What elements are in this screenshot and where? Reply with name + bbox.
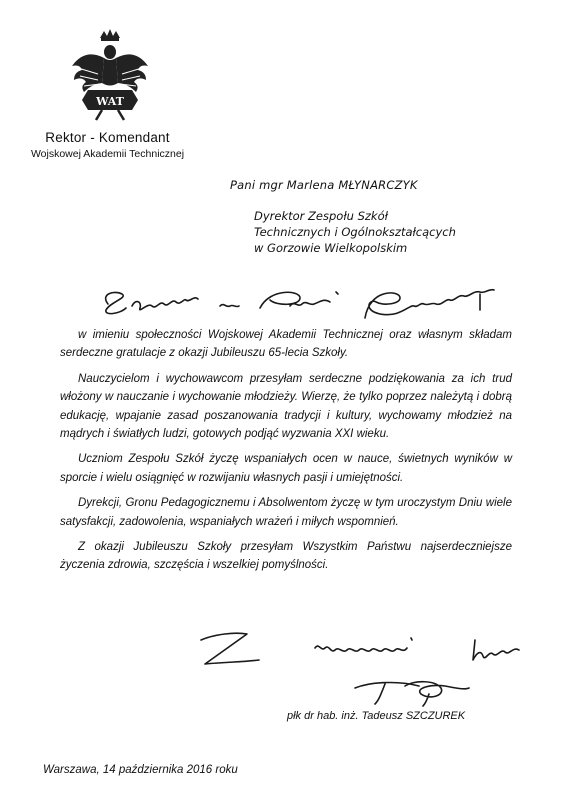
body-paragraph: Nauczycielom i wychowawcom przesyłam serdeczne podziękowania za ich trud włożony w nauczanie i wychowanie młodzieży. Wierzę, że tylko poprzez należytą i dobrą edukację, wpajanie zasad poszanowania tradycji i kultury, wychowamy młodzież na mądrych i światłych ludzi, gotowych podjąć wyzwania XXI wieku. (60, 372, 512, 441)
address-line: Technicznych i Ogólnokształcących (254, 225, 456, 239)
body-paragraph: w imieniu społeczności Wojskowej Akademii Technicznej oraz własnym składam serdeczne gratulacje z okazji Jubileuszu 65-lecia Szkoły. (60, 329, 512, 360)
signature (345, 676, 475, 708)
recipient-address (254, 208, 456, 256)
signer-name: płk dr hab. inż. Tadeusz SZCZUREK (287, 710, 466, 722)
body-paragraph: Z okazji Jubileuszu Szkoły przesyłam Wszystkim Państwu najserdeczniejsze życzenia zdrowia, szczęścia i wszelkiej pomyślności. (60, 541, 512, 572)
letter-body (60, 326, 512, 582)
header-title: Rektor - Komendant (45, 130, 170, 145)
address-line: w Gorzowie Wielkopolskim (254, 241, 408, 255)
body-paragraph: Dyrekcji, Gronu Pedagogicznemu i Absolwentom życzę w tym uroczystym Dniu wiele satysfakcji, zadowolenia, wspaniałych wrażeń i miłych wspomnień. (60, 497, 512, 528)
place-date: Warszawa, 14 października 2016 roku (43, 764, 238, 776)
address-line: Dyrektor Zespołu Szkół (254, 209, 388, 223)
body-paragraph: Uczniom Zespołu Szkół życzę wspaniałych ocen w nauce, świetnych wyników w sporcie i wielu osiągnięć w rozwijaniu własnych pasji i umiejętności. (60, 453, 512, 484)
emblem-text: WAT (96, 95, 124, 108)
recipient-name: Pani mgr Marlena MŁYNARCZYK (230, 178, 418, 192)
handwritten-greeting (100, 284, 540, 322)
wat-eagle-emblem-icon (60, 28, 160, 123)
handwritten-closing (195, 626, 545, 672)
header-subtitle: Wojskowej Akademii Technicznej (30, 148, 185, 160)
